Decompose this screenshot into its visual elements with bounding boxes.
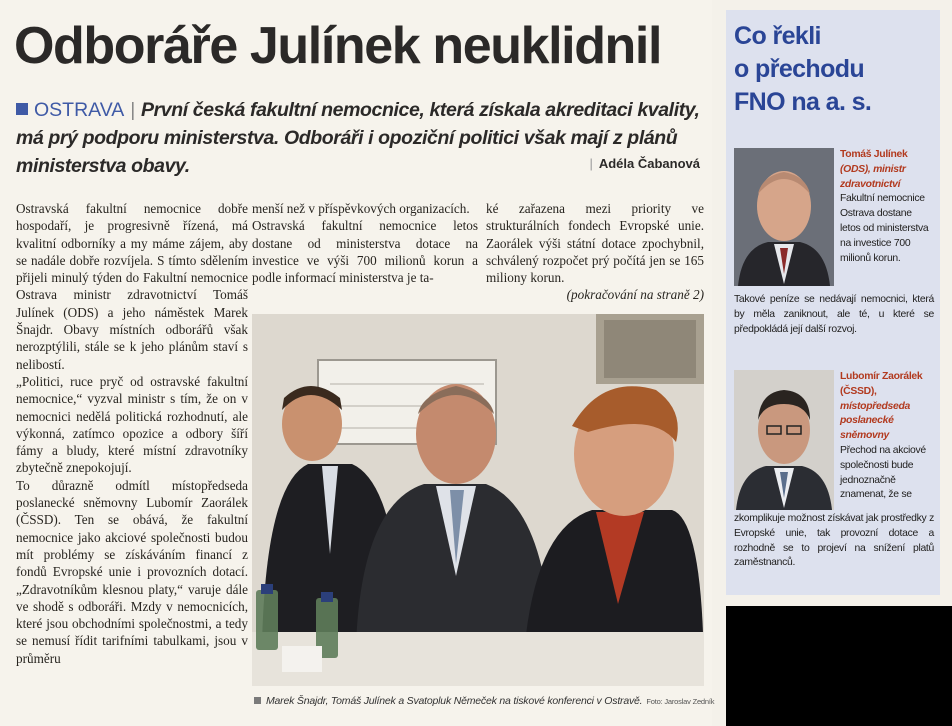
headline: Odboráře Julínek neuklidnil <box>14 17 662 75</box>
black-scan-area <box>726 606 952 726</box>
quote-julinek-continued: Takové peníze se nedávají nemocnici, která by měla zaniknout, ale té, u které se předpokládá její další rozvoj. <box>734 294 934 335</box>
quote-text: Přechod na akciové společnosti bude jednoznačně znamenat, že se <box>840 444 926 501</box>
portrait-zaoralek <box>734 370 834 510</box>
paragraph: To důrazně odmítl místopředseda poslanecké sněmovny Lubomír Zaorálek (ČSSD). Ten se obává, že fakultní nemocnice jako akciové společnosti budou mít problémy se získáváním financí z fondů Evropské unie i provozních dotací. „Zdravotníkům klesnou platy,“ varuje dále ve shodě s odboráři. Mzdy v nemocnicích, které jsou obchodními společnostmi, a tedy se nemusí řídit tarifními tabulkami, jsou v průměru <box>16 477 248 666</box>
section-square-icon <box>16 103 28 115</box>
sidebar-title-line: Co řekli <box>734 22 821 50</box>
separator: | <box>130 99 135 121</box>
person-role: místopředseda poslanecké sněmovny <box>840 400 911 442</box>
paragraph: „Politici, ruce pryč od ostravské fakultní nemocnice,“ vyzval ministr s tím, že on v nemocnici nedělá politická rozhodnutí, ale výkonná, zatímco opozice a odbory šíří fámy a bludy, které místní zdravotníky zbytečně znepokojují. <box>16 373 248 476</box>
continuation-note: (pokračování na straně 2) <box>566 287 704 303</box>
paragraph: menší než v příspěvkových organizacích. <box>252 201 470 216</box>
person-role: (ODS), ministr zdravotnictví <box>840 163 906 190</box>
location-tag: OSTRAVA <box>34 99 125 121</box>
quote-zaoralek-intro <box>840 370 934 503</box>
photo-caption <box>254 695 715 707</box>
photo-illustration <box>252 314 704 686</box>
quote-zaoralek-continued: zkomplikuje možnost získávat jak prostředky z Evropské unie, tak provozní dotace a rozhodně se to projeví na snížení platů zaměstnanců. <box>734 513 934 569</box>
press-conference-photo <box>252 314 704 686</box>
portrait-julinek <box>734 148 834 286</box>
article-column-2 <box>252 200 478 286</box>
person-name: Tomáš Julínek <box>840 149 908 160</box>
quotes-sidebar <box>726 10 940 595</box>
quote-text: Fakultní nemocnice Ostrava dostane letos od ministerstva na investice 700 milionů korun. <box>840 193 929 264</box>
article-column-1 <box>16 200 248 667</box>
caption-text: Marek Šnajdr, Tomáš Julínek a Svatopluk Němeček na tiskové konferenci v Ostravě. <box>266 695 643 707</box>
sidebar-title-line: FNO na a. s. <box>734 88 872 116</box>
sidebar-title <box>734 20 934 119</box>
sidebar-title-line: o přechodu <box>734 55 865 83</box>
article-column-3 <box>486 200 704 304</box>
paragraph: ké zařazena mezi priority ve strukturálních fondech Evropské unie. Zaorálek výši státní dotace zpochybnil, schválený rozpočet prý počítá jen se 165 miliony korun. <box>486 201 704 286</box>
photo-credit: Foto: Jaroslav Zedník <box>646 697 715 706</box>
quote-julinek-intro <box>840 148 934 266</box>
paragraph: Ostravská fakultní nemocnice letos dostane od ministerstva dotace na investice ve výši 700 milionů korun a podle informací ministerstva je ta- <box>252 218 478 286</box>
author-name: Adéla Čabanová <box>598 156 700 171</box>
byline <box>589 156 700 171</box>
byline-separator: | <box>589 156 593 171</box>
portrait-illustration <box>734 148 834 286</box>
person-name: Lubomír Zaorálek (ČSSD), <box>840 371 923 397</box>
paragraph: Ostravská fakultní nemocnice dobře hospodaří, je progresivně řízená, má kvalitní odborníky a my máme zájem, aby se nadále dobře rozvíjela. S tímto sdělením přijeli minulý týden do Fakultní nemocnice Ostrava ministr zdravotnictví Tomáš Julínek (ODS) a jeho náměstek Marek Šnajdr. Obavy místních odborářů však nerozptýlili, stále se k jeho plánům staví s nelibostí. <box>16 201 248 372</box>
portrait-illustration <box>734 370 834 510</box>
lead-text: První česká fakultní nemocnice, která získala akreditaci kvality, má prý podporu ministerstva. Odboráři i opoziční politici však mají z plánů ministerstva obavy. <box>16 99 700 177</box>
caption-square-icon <box>254 697 261 704</box>
